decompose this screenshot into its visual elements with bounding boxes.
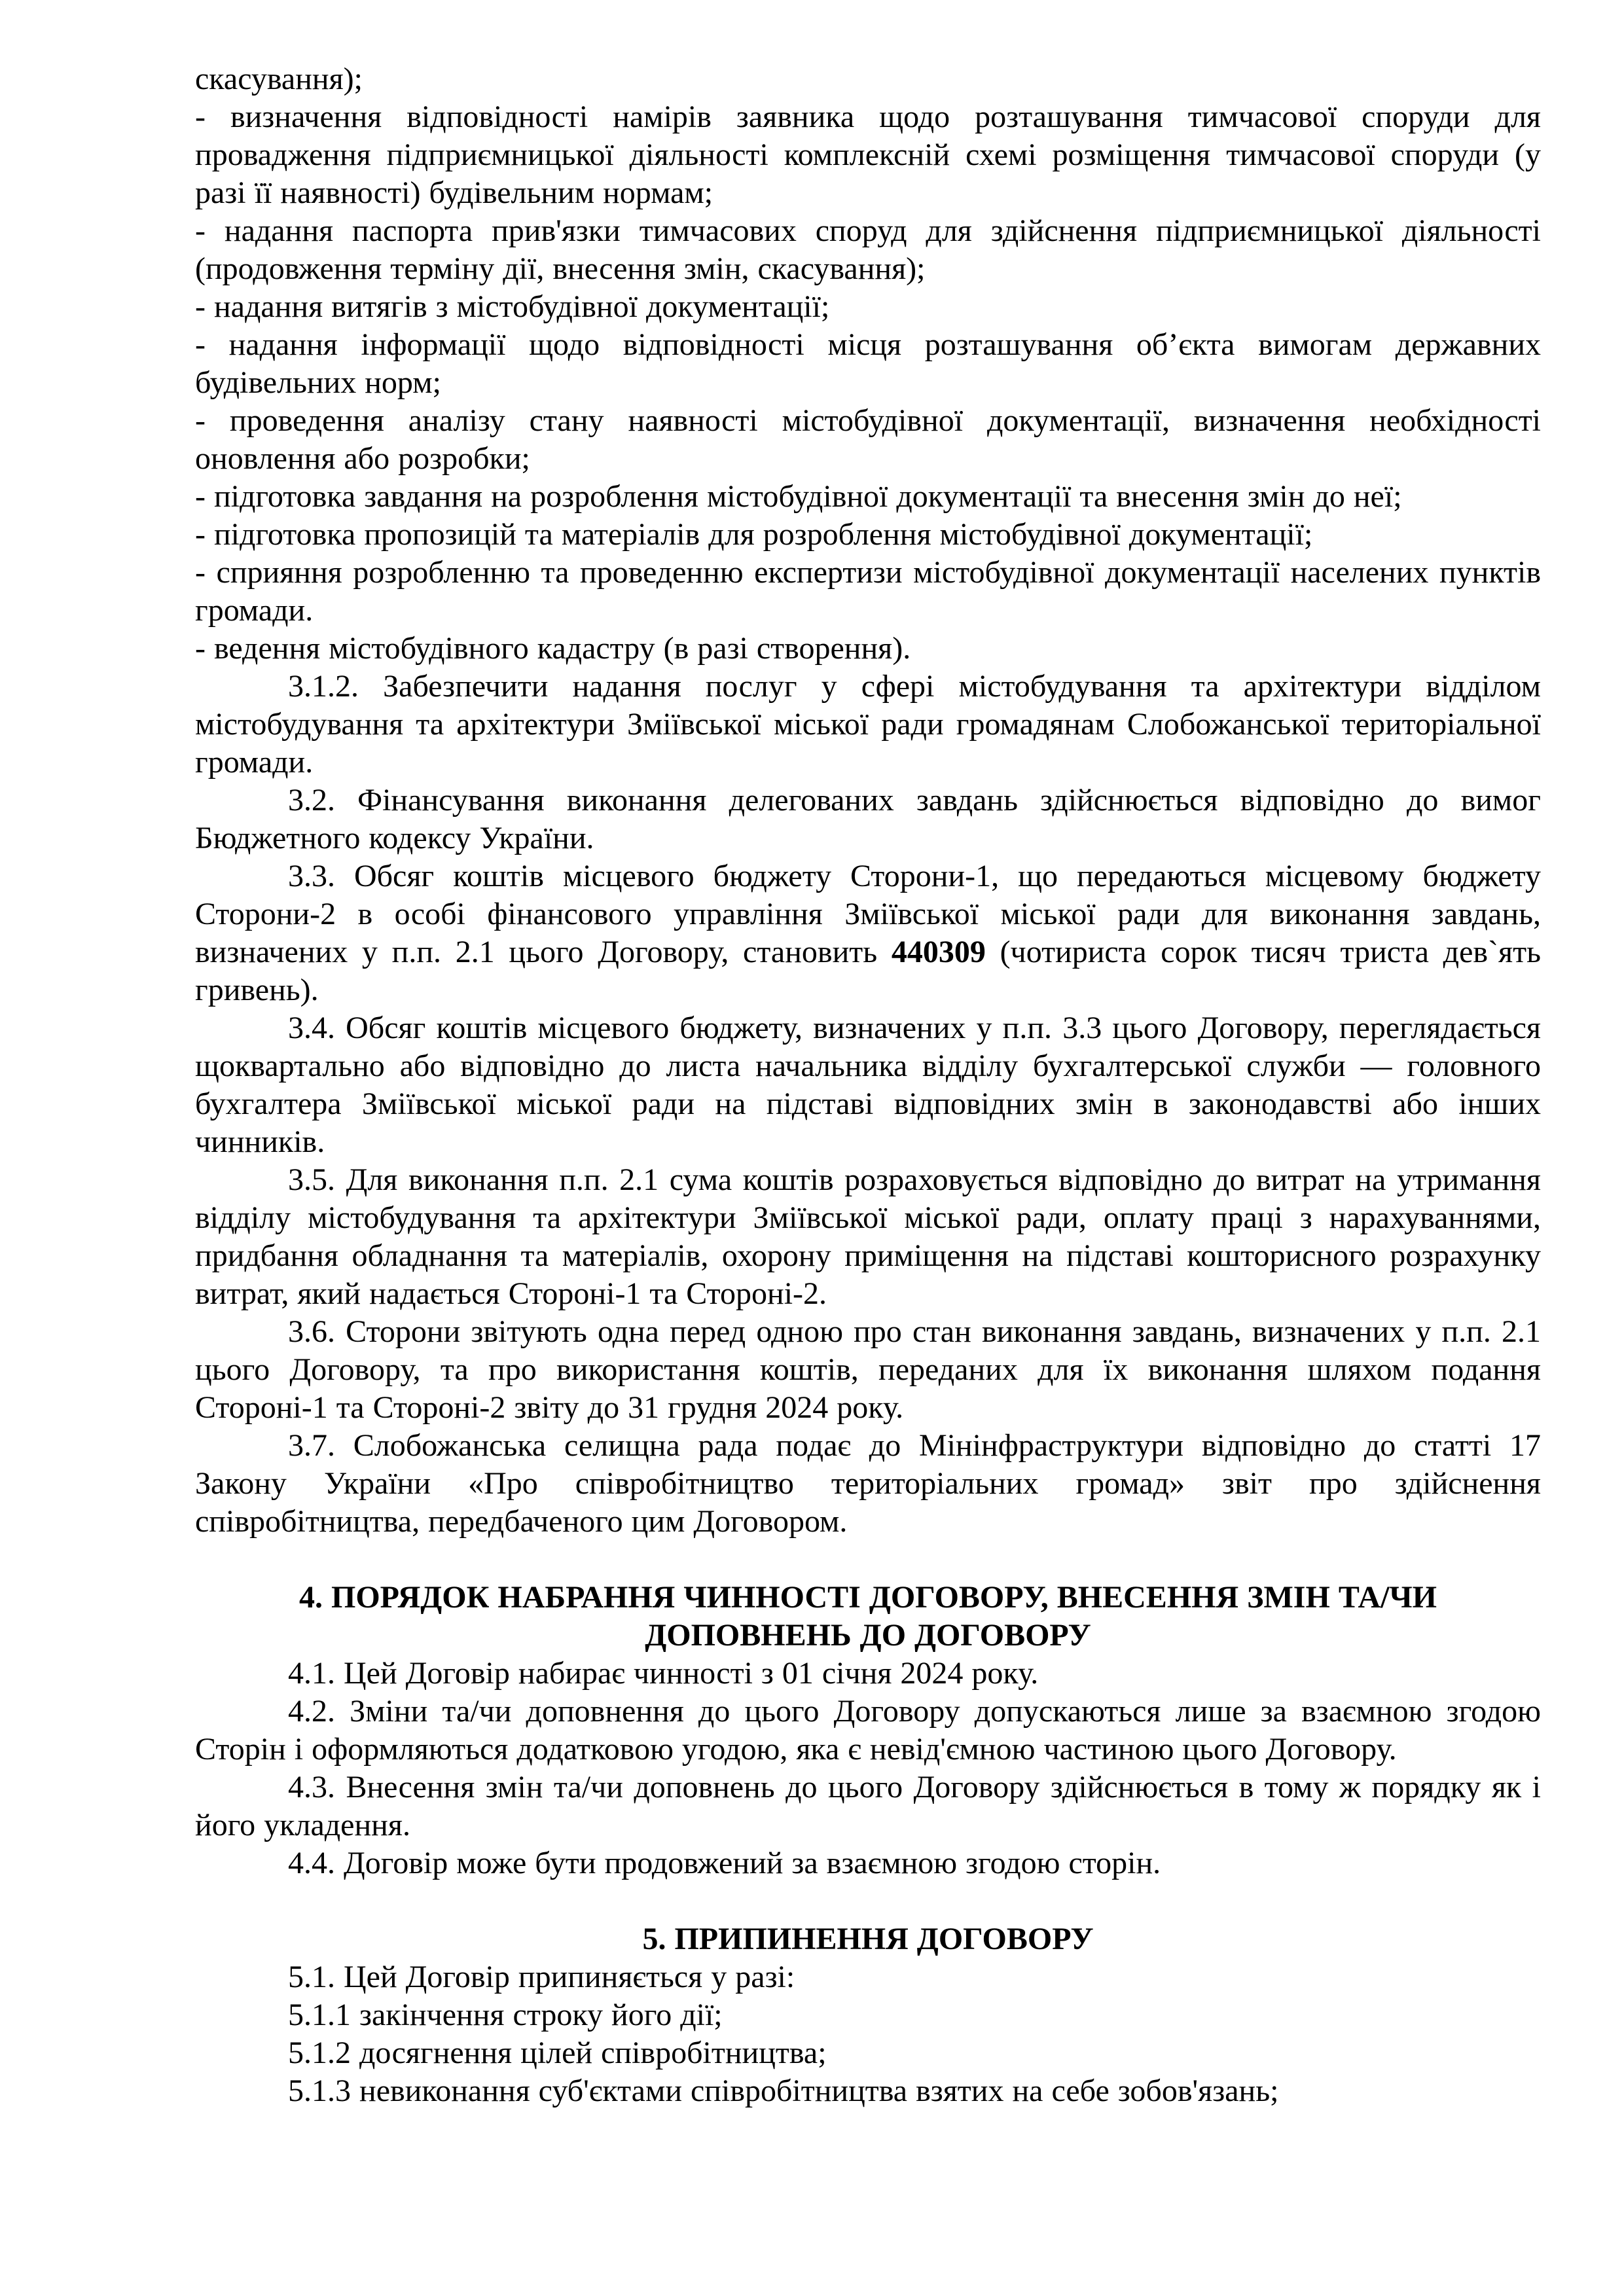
clause-4-4: 4.4. Договір може бути продовжений за взаємною згодою сторін. [288,1846,1161,1880]
clause-3-1-2: 3.1.2. Забезпечити надання послуг у сфері містобудування та архітектури відділом містобудування та архітектури Зміївської міської ради громадянам Слобожанської територіальної громади. [195,669,1541,780]
clause-3-6: 3.6. Сторони звітують одна перед одною про стан виконання завдань, визначених у п.п. 2.1 цього Договору, та про використання коштів, переданих для їх виконання шляхом подання Стороні-1 та Стороні-2 звіту до 31 грудня 2024 року. [195,1314,1541,1425]
section-4-heading-line-2: ДОПОВНЕНЬ ДО ДОГОВОРУ [645,1618,1091,1653]
clause-3-4: 3.4. Обсяг коштів місцевого бюджету, визначених у п.п. 3.3 цього Договору, переглядається щоквартально або відповідно до листа начальника відділу бухгалтерської служби — головного бухгалтера Зміївської міської ради на підставі відповідних змін в законодавстві або інших чинників. [195,1011,1541,1159]
list-item: - проведення аналізу стану наявності містобудівної документації, визначення необхідності оновлення або розробки; [195,403,1541,476]
clause-3-3-text-after: (чотириста сорок тисяч триста дев`ять гривень). [195,935,1541,1007]
clause-5-1-3: 5.1.3 невиконання суб'єктами співробітництва взятих на себе зобов'язань; [288,2073,1279,2108]
list-item: - ведення містобудівного кадастру (в разі створення). [195,631,911,666]
clause-4-1: 4.1. Цей Договір набирає чинності з 01 січня 2024 року. [288,1656,1039,1691]
clause-5-1-1: 5.1.1 закінчення строку його дії; [288,1998,723,2032]
list-item: - визначення відповідності намірів заявника щодо розташування тимчасової споруди для провадження підприємницької діяльності комплексній схемі розміщення тимчасової споруди (у разі її наявності) будівельним нормам; [195,99,1541,210]
section-4-heading-line-1: 4. ПОРЯДОК НАБРАННЯ ЧИННОСТІ ДОГОВОРУ, ВНЕСЕННЯ ЗМІН ТА/ЧИ [299,1580,1437,1615]
list-item: - надання витягів з містобудівної документації; [195,289,830,324]
clause-4-2: 4.2. Зміни та/чи доповнення до цього Договору допускаються лише за взаємною згодою Сторін і оформляються додатковою угодою, яка є невід'ємною частиною цього Договору. [195,1694,1541,1767]
document-body [195,60,1541,2110]
section-5-heading [195,1920,1541,1958]
clause-4-3: 4.3. Внесення змін та/чи доповнень до цього Договору здійснюється в тому ж порядку як і його укладення. [195,1770,1541,1842]
clause-5-1: 5.1. Цей Договір припиняється у разі: [288,1960,795,1994]
clause-5-1-2: 5.1.2 досягнення цілей співробітництва; [288,2036,827,2070]
clause-3-3-amount: 440309 [891,935,986,969]
section-5-heading-line-1: 5. ПРИПИНЕННЯ ДОГОВОРУ [642,1922,1094,1956]
section-4-heading [195,1579,1541,1655]
list-item: - надання паспорта прив'язки тимчасових споруд для здійснення підприємницької діяльності (продовження терміну дії, внесення змін, скасування); [195,213,1541,286]
clause-3-7: 3.7. Слобожанська селищна рада подає до Мінінфраструктури відповідно до статті 17 Закону України «Про співробітництво територіальних громад» звіт про здійснення співробітництва, передбаченого цим Договором. [195,1428,1541,1539]
continuation-line: скасування); [195,62,363,96]
clause-3-3-text-before: 3.3. Обсяг коштів місцевого бюджету Сторони-1, що передаються місцевому бюджету Сторони-2 в особі фінансового управління Зміївської міської ради для виконання завдань, визначених у п.п. 2.1 цього Договору, становить [195,859,1541,969]
clause-3-5: 3.5. Для виконання п.п. 2.1 сума коштів розраховується відповідно до витрат на утримання відділу містобудування та архітектури Зміївської міської ради, оплату праці з нарахуваннями, придбання обладнання та матеріалів, охорону приміщення на підставі кошторисного розрахунку витрат, який надається Стороні-1 та Стороні-2. [195,1162,1541,1311]
list-item: - підготовка пропозицій та матеріалів для розроблення містобудівної документації; [195,517,1313,552]
clause-3-2: 3.2. Фінансування виконання делегованих завдань здійснюється відповідно до вимог Бюджетного кодексу України. [195,783,1541,855]
clause-3-3 [195,857,1541,1009]
list-item: - підготовка завдання на розроблення містобудівної документації та внесення змін до неї; [195,479,1402,514]
list-item: - надання інформації щодо відповідності місця розташування об’єкта вимогам державних будівельних норм; [195,327,1541,400]
list-item: - сприяння розробленню та проведенню експертизи містобудівної документації населених пунктів громади. [195,555,1541,628]
